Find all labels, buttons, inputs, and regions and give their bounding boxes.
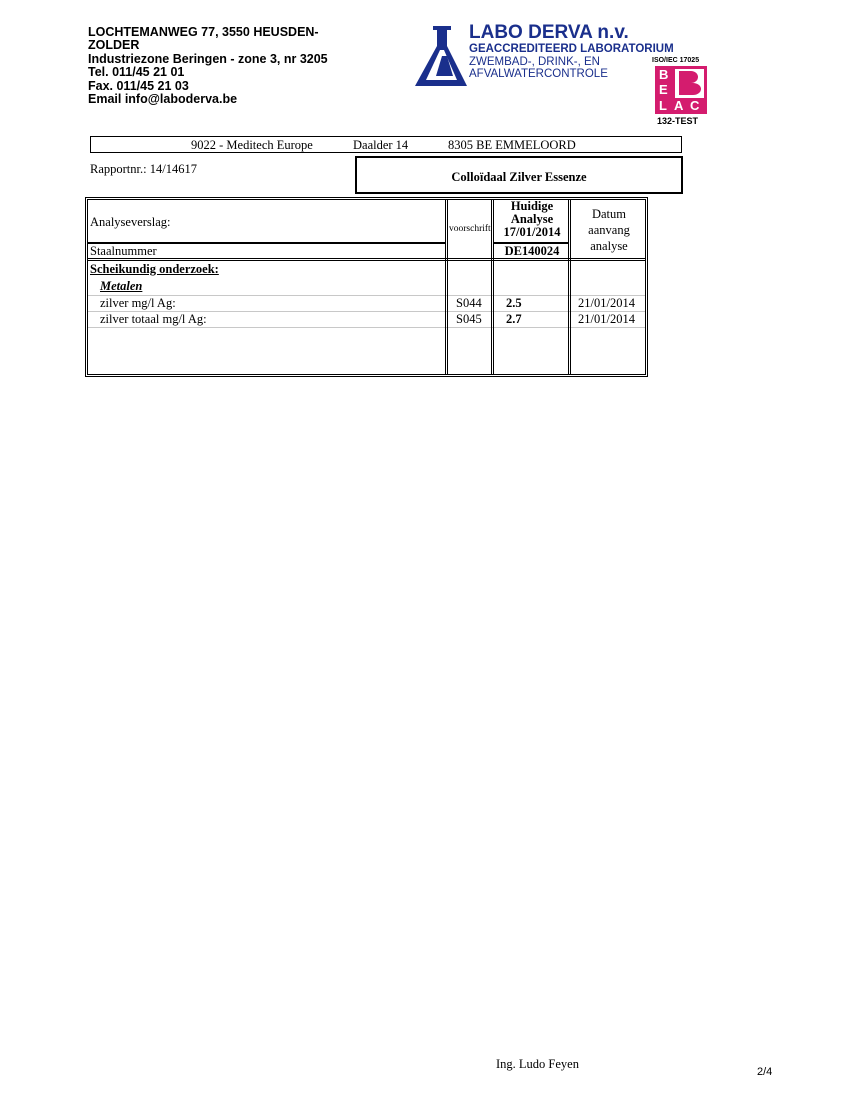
header-line: aanvang [588, 223, 630, 237]
belac-letter: E [659, 82, 668, 97]
belac-logo-icon [655, 66, 707, 114]
client-city: 8305 BE EMMELOORD [448, 138, 576, 152]
header-line: Datum [591, 207, 627, 221]
row-date: 21/01/2014 [578, 312, 635, 326]
signature-name: Ing. Ludo Feyen [496, 1057, 579, 1071]
address-line: Fax. 011/45 21 03 [88, 78, 189, 93]
analysis-table [85, 197, 648, 377]
belac-letter: B [659, 67, 669, 82]
header-line: analyse [590, 239, 628, 253]
huidige-analyse-header [496, 200, 568, 239]
header-line: Analyse [510, 212, 554, 226]
belac-number: 132-TEST [657, 116, 699, 126]
lab-services [469, 56, 608, 80]
flask-logo-icon [413, 24, 469, 90]
lab-accreditation: GEACCREDITEERD LABORATORIUM [469, 43, 674, 55]
divider [491, 200, 495, 374]
staalnummer-label: Staalnummer [90, 244, 157, 258]
address-line: LOCHTEMANWEG 77, 3550 HEUSDEN- [88, 25, 319, 39]
row-value: 2.7 [506, 312, 522, 326]
client-box [90, 136, 682, 153]
report-number: Rapportnr.: 14/14617 [90, 162, 197, 176]
address-line: Tel. 011/45 21 01 [88, 65, 185, 80]
datum-aanvang-header [572, 206, 646, 254]
page-number: 2/4 [757, 1066, 773, 1078]
address-line: ZOLDER [88, 38, 140, 53]
lab-service-line: AFVALWATERCONTROLE [469, 68, 608, 80]
belac-letter: L [659, 98, 667, 113]
address-line: Industriezone Beringen - zone 3, nr 3205 [88, 51, 328, 66]
product-name: Colloïdaal Zilver Essenze [355, 156, 683, 194]
row-label: zilver mg/l Ag: [100, 296, 176, 310]
row-value: 2.5 [506, 296, 522, 310]
row-method: S045 [456, 312, 482, 326]
subsection-heading: Metalen [100, 279, 143, 293]
row-date: 21/01/2014 [578, 296, 635, 310]
row-method: S044 [456, 296, 482, 310]
lab-name: LABO DERVA n.v. [469, 22, 629, 43]
header-line: Huidige [510, 199, 554, 213]
client-street: Daalder 14 [353, 138, 409, 152]
iso-label: ISO/IEC 17025 [652, 57, 700, 64]
belac-letter: A [674, 98, 684, 113]
sample-number: DE140024 [504, 244, 560, 258]
lab-address [88, 26, 328, 106]
row-label: zilver totaal mg/l Ag: [100, 312, 207, 326]
analyseverslag-label: Analyseverslag: [90, 215, 171, 229]
belac-letter: C [690, 98, 700, 113]
divider [88, 327, 645, 328]
lab-service-line: ZWEMBAD-, DRINK-, EN [469, 56, 600, 68]
section-heading: Scheikundig onderzoek: [90, 262, 219, 276]
voorschrift-header: voorschrift [449, 224, 491, 234]
address-line: Email info@laboderva.be [88, 92, 238, 107]
client-name: 9022 - Meditech Europe [191, 138, 313, 152]
header-line: 17/01/2014 [503, 225, 561, 239]
